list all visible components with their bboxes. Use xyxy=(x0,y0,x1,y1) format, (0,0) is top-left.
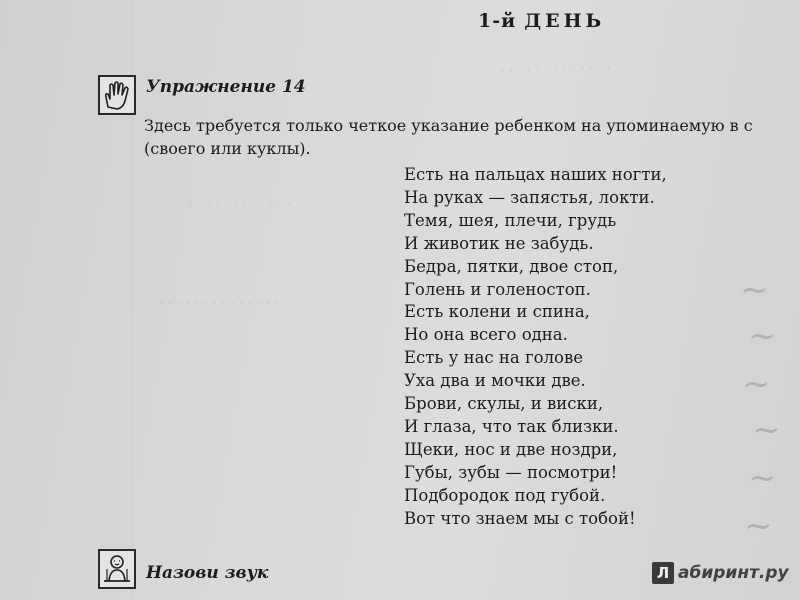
bleed-through-text: · · · · · · · · · · · · · · · xyxy=(150,296,280,312)
poem-line: Но она всего одна. xyxy=(404,325,568,345)
poem-line: Темя, шея, плечи, грудь xyxy=(404,210,617,230)
watermark-text: абиринт.ру xyxy=(678,563,789,583)
handwriting-bleed: ~ xyxy=(748,458,777,498)
poem-line: Есть колени и спина, xyxy=(404,302,590,322)
poem-line: Вот что знаем мы с тобой! xyxy=(404,508,636,528)
intro-line: (своего или куклы). xyxy=(144,139,311,158)
hand-icon-graphic xyxy=(100,77,134,113)
handwriting-bleed: ~ xyxy=(744,506,773,546)
bleed-through-text: · · · · · · · · · · · · · xyxy=(499,60,612,80)
hand-icon xyxy=(98,75,136,115)
handwriting-bleed: ~ xyxy=(752,410,781,450)
poem-line: Есть на пальцах наших ногти, xyxy=(404,165,667,184)
poem-line: Есть у нас на голове xyxy=(404,348,584,368)
poem-line: На руках — запястья, локти. xyxy=(404,187,655,207)
page-header xyxy=(478,10,605,32)
exercise-title: Упражнение 14 xyxy=(146,77,306,97)
header-number: 1-й xyxy=(478,10,517,32)
poem-line: И животик не забудь. xyxy=(404,233,594,253)
child-at-table-icon-graphic xyxy=(100,551,134,587)
watermark-logo: Л xyxy=(652,562,674,584)
exercise-intro xyxy=(144,114,753,160)
poem-line: И глаза, что так близки. xyxy=(404,416,619,436)
poem-line: Брови, скулы, и виски, xyxy=(404,394,604,414)
handwriting-bleed: ~ xyxy=(740,270,769,310)
child-at-table-icon xyxy=(98,549,136,589)
poem-line: Уха два и мочки две. xyxy=(404,371,586,391)
next-section-title: Назови звук xyxy=(146,563,269,583)
header-day: ДЕНЬ xyxy=(524,10,606,32)
intro-line: Здесь требуется только четкое указание ребенком на упоминаемую в с xyxy=(144,116,753,135)
poem-line: Губы, зубы — посмотри! xyxy=(404,462,618,482)
poem-line: Голень и голеностоп. xyxy=(404,279,591,299)
watermark xyxy=(652,562,789,584)
bleed-through-text: · · · · · · · · · · · · · · xyxy=(180,196,301,212)
handwriting-bleed: ~ xyxy=(742,364,771,404)
poem-line: Подбородок под губой. xyxy=(404,485,606,505)
poem xyxy=(404,164,667,531)
handwriting-bleed: ~ xyxy=(748,316,777,356)
poem-line: Бедра, пятки, двое стоп, xyxy=(404,256,619,276)
poem-line: Щеки, нос и две ноздри, xyxy=(404,439,618,459)
